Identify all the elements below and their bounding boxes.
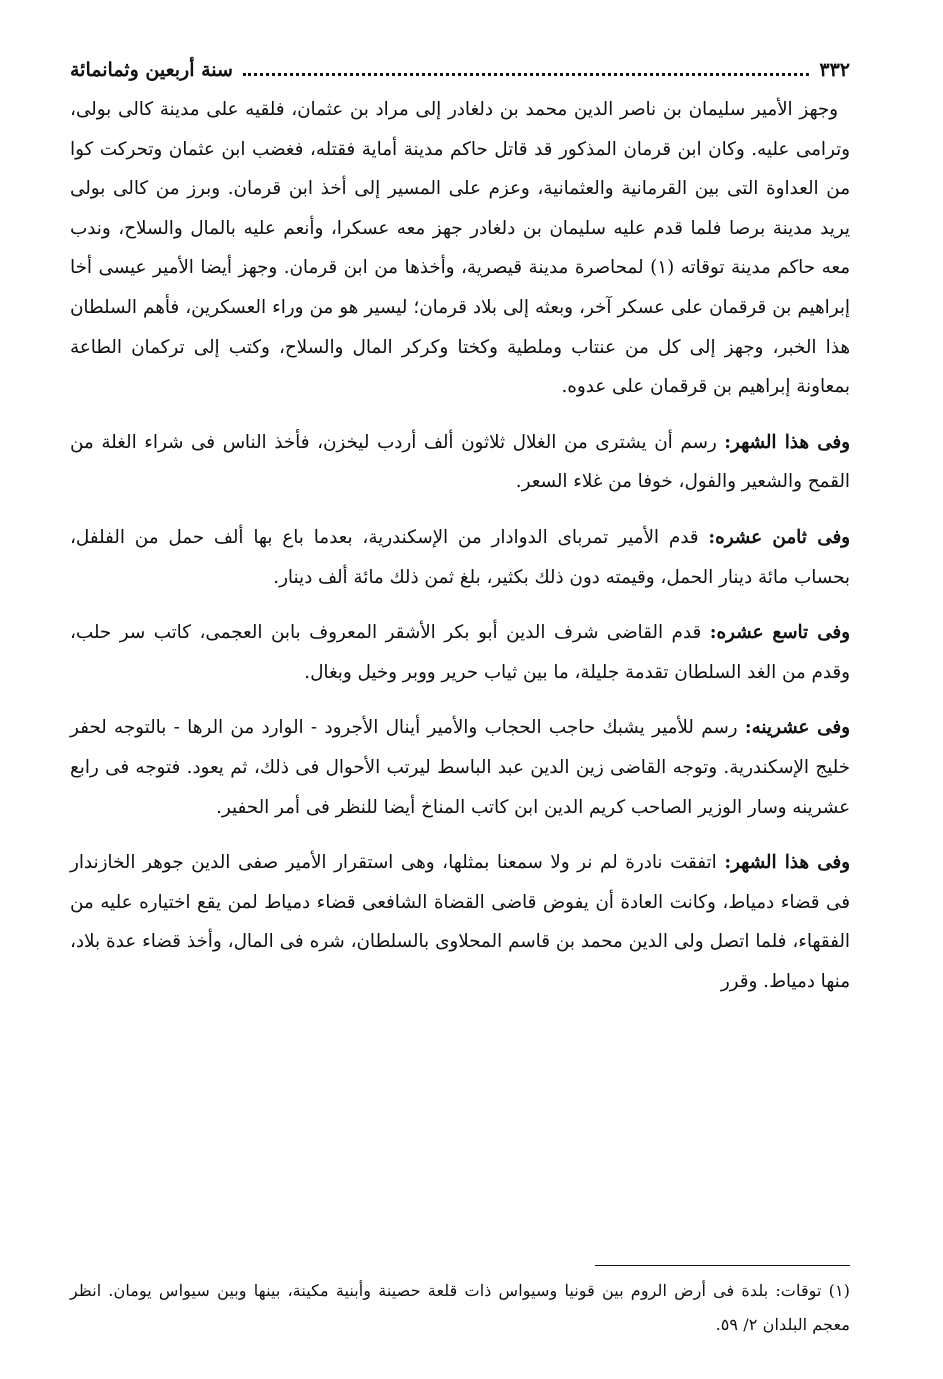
paragraph-lead: وفى هذا الشهر: [724, 431, 850, 453]
paragraph-text: اتفقت نادرة لم نر ولا سمعنا بمثلها، وهى استقرار الأمير صفى الدين جوهر الخازندار فى قضاء دمياط، وكانت العادة أن يفوض قاضى القضاة الشافعى قضاء دمياط لمن يقع اختياره عليه من الفقهاء، فلما اتصل ولى الدين محمد بن قاسم المحلاوى بالسلطان، شره فى المال، وأخذ قضاء عدة بلاد، منها دمياط. وقرر [70, 852, 850, 992]
paragraph-text: قدم الأمير تمرباى الدوادار من الإسكندرية، بعدما باع بها ألف حمل من الفلفل، بحساب مائة دينار الحمل، وقيمته دون ذلك بكثير، بلغ ثمن ذلك مائة ألف دينار. [70, 526, 850, 588]
paragraph-6 [70, 843, 850, 1001]
footnote-text: (١) توقات: بلدة فى أرض الروم بين قونيا وسيواس ذات قلعة حصينة وأبنية مكينة، بينها وبين سيواس يومان. انظر معجم البلدان ٢/ ٥٩. [70, 1281, 850, 1334]
page-header [70, 52, 850, 90]
paragraph-text: رسم أن يشترى من الغلال ثلاثون ألف أردب ليخزن، فأخذ الناس فى شراء الغلة من القمح والشعير والفول، خوفا من غلاء السعر. [70, 431, 850, 493]
paragraph-lead: وفى ثامن عشره: [708, 526, 851, 548]
paragraph-lead: وفى عشرينه: [744, 717, 850, 739]
running-title: سنة أربعين وثمانمائة [70, 59, 233, 81]
paragraph-1 [70, 90, 850, 407]
paragraph-5 [70, 708, 850, 827]
page-number: ٣٣٢ [819, 59, 850, 81]
paragraph-4 [70, 613, 850, 692]
paragraph-2 [70, 423, 850, 502]
footnote-separator [595, 1265, 850, 1266]
paragraph-text: قدم القاضى شرف الدين أبو بكر الأشقر المعروف بابن العجمى، كاتب سر حلب، وقدم من الغد السلطان تقدمة جليلة، ما بين ثياب حرير ووبر وخيل وبغال. [70, 622, 850, 683]
paragraph-lead: وفى تاسع عشره: [709, 622, 851, 644]
footnote [70, 1274, 850, 1342]
paragraph-lead: وفى هذا الشهر: [724, 852, 851, 874]
paragraph-text: وجهز الأمير سليمان بن ناصر الدين محمد بن دلغادر إلى مراد بن عثمان، فلقيه على مدينة كالى بولى، وترامى عليه. وكان ابن قرمان المذكور قد قاتل حاكم مدينة أماية فقتله، فغضب ابن عثمان وتحركت كوا من العداوة التى بين القرمانية والعثمانية، وعزم على المسير إلى أخذ ابن قرمان. وبرز من كالى بولى يريد مدينة برصا فلما قدم عليه سليمان بن دلغادر جهز معه عسكرا، وأنعم عليه بالمال والسلاح، وندب معه حاكم مدينة توقاته (١) لمحاصرة مدينة قيصرية، وأخذها من ابن قرمان. وجهز أيضا الأمير عيسى أخا إبراهيم بن قرقمان على عسكر آخر، وبعثه إلى بلاد قرمان؛ ليسير هو من وراء العسكرين، فأهم السلطان هذا الخبر، وجهز إلى كل من عنتاب وملطية وكختا وكركر المال والسلاح، وكتب إلى تركمان الطاعة بمعاونة إبراهيم بن قرقمان على عدوه. [70, 99, 850, 398]
paragraph-3 [70, 518, 850, 597]
header-dot-leader [243, 73, 809, 76]
paragraph-text: رسم للأمير يشبك حاجب الحجاب والأمير أينال الأجرود - الوارد من الرها - بالتوجه لحفر خليج الإسكندرية. وتوجه القاضى زين الدين عبد الباسط ليرتب الأحوال فى ذلك، ثم يعود. فتوجه فى رابع عشرينه وسار الوزير الصاحب كريم الدين ابن كاتب المناخ أيضا للنظر فى أمر الحفير. [70, 717, 850, 818]
book-page [70, 52, 850, 1352]
